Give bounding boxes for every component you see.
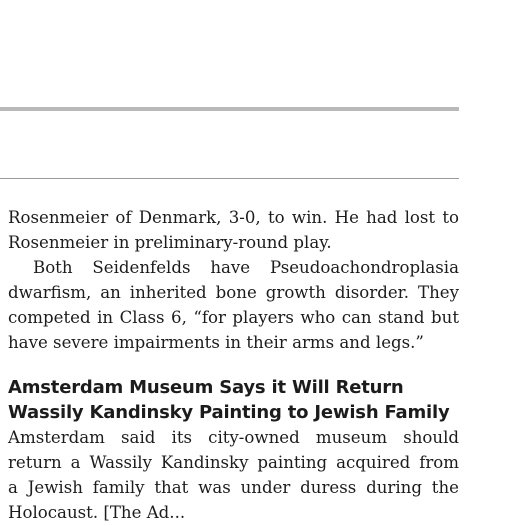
text-line: Rosenmeier of Denmark, 3-0, to win. He had lost to — [8, 208, 459, 227]
text-line: Rosenmeier in preliminary-round play. — [8, 233, 332, 252]
text-line: Holocaust. [The Ad... — [8, 503, 186, 522]
paragraph-dwarfism — [8, 255, 459, 355]
paragraph-amsterdam — [8, 425, 459, 525]
text-line: return a Wassily Kandinsky painting acquired from — [8, 453, 459, 472]
text-line: Both Seidenfelds have Pseudoachondroplasia — [33, 258, 459, 277]
text-line: competed in Class 6, “for players who can stand but — [8, 308, 459, 327]
article-column — [8, 205, 459, 525]
text-line: dwarfism, an inherited bone growth disorder. They — [8, 283, 459, 302]
article-headline — [8, 355, 459, 425]
top-divider — [0, 107, 459, 111]
headline-line: Amsterdam Museum Says it Will Return — [8, 377, 404, 398]
text-line: a Jewish family that was under duress during the — [8, 478, 459, 497]
section-divider — [0, 178, 459, 179]
headline-line: Wassily Kandinsky Painting to Jewish Family — [8, 402, 450, 423]
text-line: have severe impairments in their arms and legs.” — [8, 333, 424, 352]
paragraph-results — [8, 205, 459, 255]
text-line: Amsterdam said its city-owned museum should — [8, 428, 459, 447]
